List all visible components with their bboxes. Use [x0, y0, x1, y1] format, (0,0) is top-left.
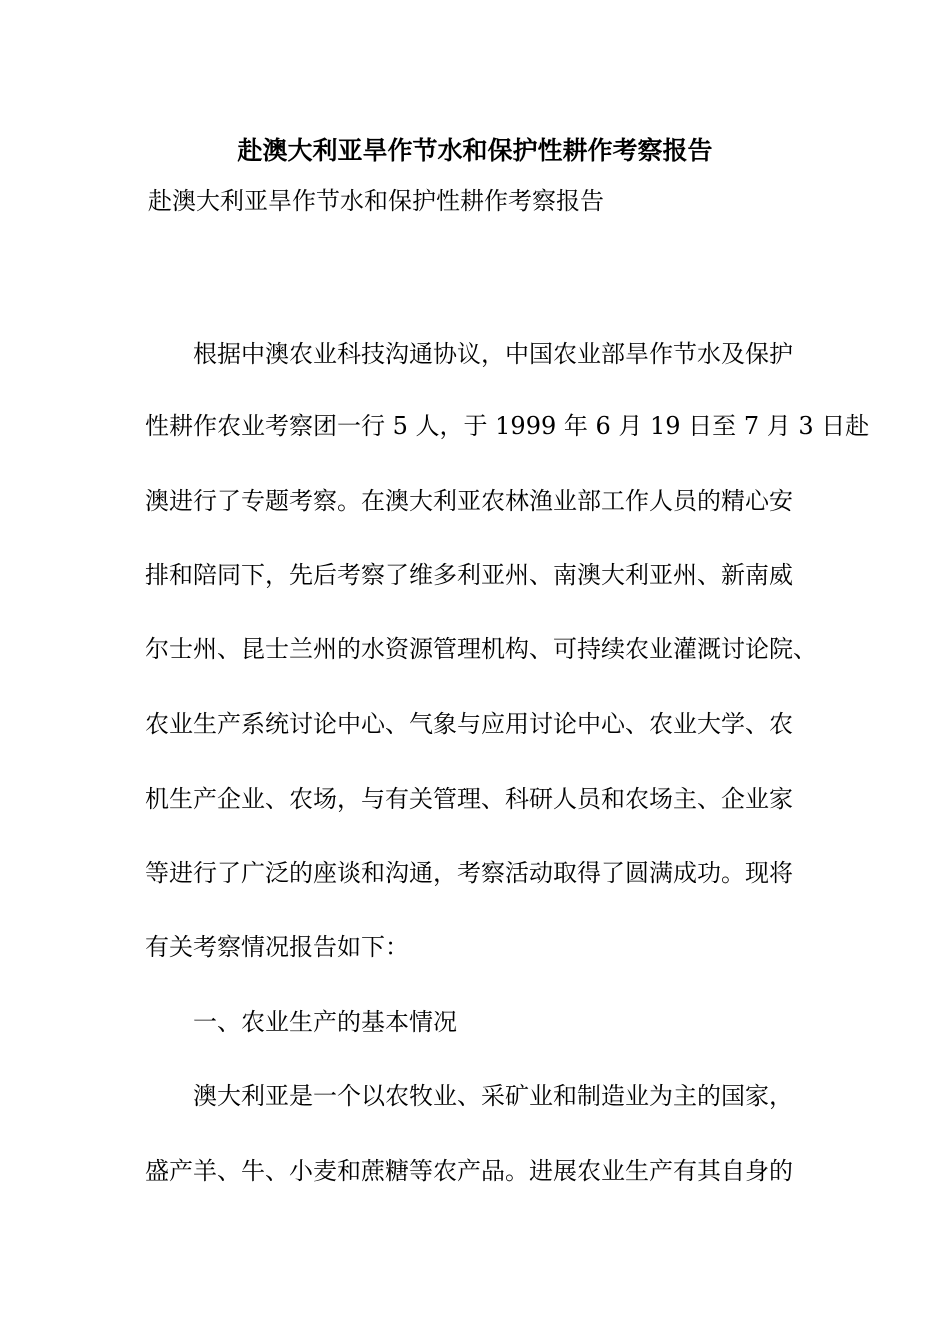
- paragraph-line: 等进行了广泛的座谈和沟通，考察活动取得了圆满成功。现将: [145, 859, 793, 887]
- paragraph-line: 澳大利亚是一个以农牧业、采矿业和制造业为主的国家，: [193, 1082, 793, 1110]
- section-heading: 一、农业生产的基本情况: [193, 1008, 457, 1036]
- paragraph-line: 机生产企业、农场，与有关管理、科研人员和农场主、企业家: [145, 785, 793, 813]
- paragraph-line: 尔士州、昆士兰州的水资源管理机构、可持续农业灌溉讨论院、: [145, 635, 817, 663]
- paragraph-line: 农业生产系统讨论中心、气象与应用讨论中心、农业大学、农: [145, 710, 793, 738]
- document-title: 赴澳大利亚旱作节水和保护性耕作考察报告: [237, 136, 713, 165]
- document-subtitle: 赴澳大利亚旱作节水和保护性耕作考察报告: [148, 187, 604, 215]
- paragraph-line: 有关考察情况报告如下：: [145, 933, 409, 961]
- paragraph-line: 澳进行了专题考察。在澳大利亚农林渔业部工作人员的精心安: [145, 487, 793, 515]
- paragraph-line: 根据中澳农业科技沟通协议，中国农业部旱作节水及保护: [193, 340, 793, 368]
- paragraph-line: 盛产羊、牛、小麦和蔗糖等农产品。进展农业生产有其自身的: [145, 1157, 793, 1185]
- paragraph-line: 性耕作农业考察团一行 5 人，于 1999 年 6 月 19 日至 7 月 3 日赴: [145, 412, 870, 440]
- paragraph-line: 排和陪同下，先后考察了维多利亚州、南澳大利亚州、新南威: [145, 561, 793, 589]
